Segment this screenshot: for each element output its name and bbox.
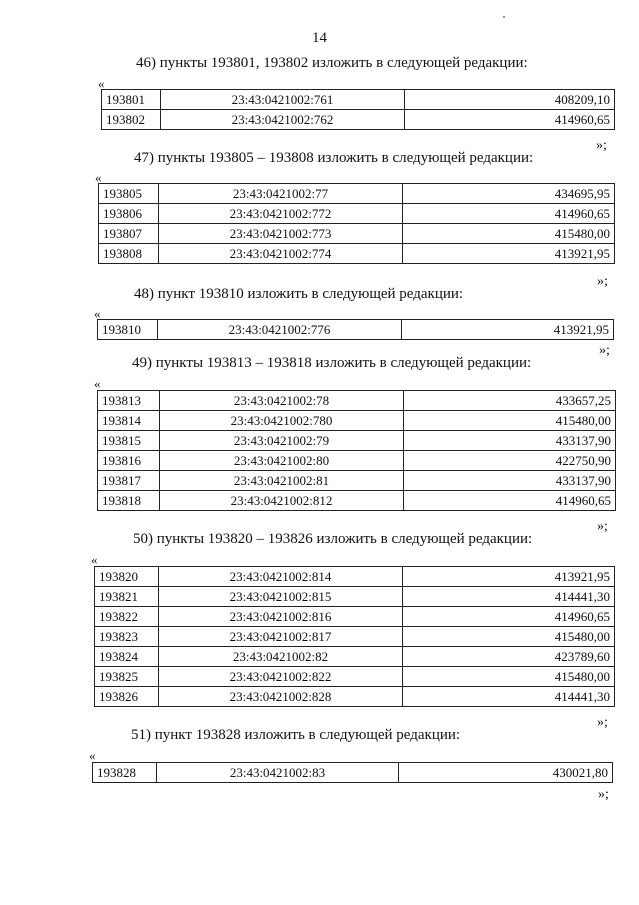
cadastral-number-cell: 23:43:0421002:772 bbox=[159, 204, 403, 224]
item-number-cell: 193808 bbox=[99, 244, 159, 264]
item-number-cell: 193828 bbox=[93, 763, 157, 783]
table-row bbox=[99, 184, 615, 204]
value-cell: 414960,65 bbox=[403, 204, 615, 224]
table-row bbox=[95, 667, 615, 687]
table-row bbox=[95, 607, 615, 627]
item-number-cell: 193816 bbox=[98, 451, 160, 471]
value-cell: 414960,65 bbox=[404, 491, 616, 511]
cadastral-table bbox=[101, 89, 615, 130]
value-cell: 415480,00 bbox=[403, 667, 615, 687]
close-quote: »; bbox=[596, 138, 607, 153]
cadastral-number-cell: 23:43:0421002:812 bbox=[160, 491, 404, 511]
cadastral-number-cell: 23:43:0421002:81 bbox=[160, 471, 404, 491]
table-row bbox=[99, 204, 615, 224]
cadastral-number-cell: 23:43:0421002:774 bbox=[159, 244, 403, 264]
item-number-cell: 193815 bbox=[98, 431, 160, 451]
value-cell: 414960,65 bbox=[403, 607, 615, 627]
close-quote: »; bbox=[599, 343, 610, 358]
table-row bbox=[98, 320, 614, 340]
table-row bbox=[98, 491, 616, 511]
section-heading: 49) пункты 193813 – 193818 изложить в следующей редакции: bbox=[132, 355, 532, 371]
table-row bbox=[98, 471, 616, 491]
item-number-cell: 193801 bbox=[102, 90, 161, 110]
scan-speck bbox=[503, 16, 505, 18]
cadastral-number-cell: 23:43:0421002:817 bbox=[159, 627, 403, 647]
open-quote: « bbox=[91, 552, 98, 567]
value-cell: 434695,95 bbox=[403, 184, 615, 204]
item-number-cell: 193806 bbox=[99, 204, 159, 224]
close-quote: »; bbox=[597, 274, 608, 289]
value-cell: 415480,00 bbox=[404, 411, 616, 431]
section-heading: 47) пункты 193805 – 193808 изложить в следующей редакции: bbox=[134, 150, 534, 166]
value-cell: 408209,10 bbox=[405, 90, 615, 110]
cadastral-number-cell: 23:43:0421002:77 bbox=[159, 184, 403, 204]
item-number-cell: 193807 bbox=[99, 224, 159, 244]
item-number-cell: 193818 bbox=[98, 491, 160, 511]
open-quote: « bbox=[98, 76, 105, 91]
table-row bbox=[93, 763, 613, 783]
item-number-cell: 193824 bbox=[95, 647, 159, 667]
section-heading: 50) пункты 193820 – 193826 изложить в следующей редакции: bbox=[133, 531, 533, 547]
cadastral-table bbox=[98, 183, 615, 264]
cadastral-number-cell: 23:43:0421002:816 bbox=[159, 607, 403, 627]
value-cell: 422750,90 bbox=[404, 451, 616, 471]
cadastral-number-cell: 23:43:0421002:83 bbox=[157, 763, 399, 783]
page-number: 14 bbox=[312, 30, 327, 46]
value-cell: 415480,00 bbox=[403, 627, 615, 647]
item-number-cell: 193805 bbox=[99, 184, 159, 204]
cadastral-number-cell: 23:43:0421002:776 bbox=[158, 320, 402, 340]
section-heading: 46) пункты 193801, 193802 изложить в следующей редакции: bbox=[136, 55, 528, 71]
item-number-cell: 193823 bbox=[95, 627, 159, 647]
table-row bbox=[98, 411, 616, 431]
open-quote: « bbox=[94, 306, 101, 321]
cadastral-table bbox=[97, 390, 616, 511]
section-heading: 48) пункт 193810 изложить в следующей редакции: bbox=[134, 286, 464, 302]
cadastral-table bbox=[97, 319, 614, 340]
value-cell: 433137,90 bbox=[404, 431, 616, 451]
cadastral-number-cell: 23:43:0421002:761 bbox=[161, 90, 405, 110]
item-number-cell: 193825 bbox=[95, 667, 159, 687]
open-quote: « bbox=[94, 376, 101, 391]
cadastral-number-cell: 23:43:0421002:815 bbox=[159, 587, 403, 607]
table-row bbox=[98, 431, 616, 451]
value-cell: 413921,95 bbox=[403, 567, 615, 587]
table-row bbox=[95, 627, 615, 647]
value-cell: 433137,90 bbox=[404, 471, 616, 491]
item-number-cell: 193817 bbox=[98, 471, 160, 491]
value-cell: 430021,80 bbox=[399, 763, 613, 783]
item-number-cell: 193802 bbox=[102, 110, 161, 130]
cadastral-number-cell: 23:43:0421002:79 bbox=[160, 431, 404, 451]
cadastral-number-cell: 23:43:0421002:762 bbox=[161, 110, 405, 130]
table-row bbox=[95, 647, 615, 667]
cadastral-table bbox=[94, 566, 615, 707]
item-number-cell: 193813 bbox=[98, 391, 160, 411]
section-heading: 51) пункт 193828 изложить в следующей редакции: bbox=[131, 727, 461, 743]
item-number-cell: 193822 bbox=[95, 607, 159, 627]
value-cell: 433657,25 bbox=[404, 391, 616, 411]
table-row bbox=[95, 687, 615, 707]
value-cell: 414960,65 bbox=[405, 110, 615, 130]
item-number-cell: 193821 bbox=[95, 587, 159, 607]
table-row bbox=[102, 90, 615, 110]
value-cell: 414441,30 bbox=[403, 687, 615, 707]
cadastral-number-cell: 23:43:0421002:822 bbox=[159, 667, 403, 687]
cadastral-number-cell: 23:43:0421002:773 bbox=[159, 224, 403, 244]
value-cell: 423789,60 bbox=[403, 647, 615, 667]
item-number-cell: 193826 bbox=[95, 687, 159, 707]
cadastral-number-cell: 23:43:0421002:814 bbox=[159, 567, 403, 587]
table-row bbox=[95, 567, 615, 587]
value-cell: 415480,00 bbox=[403, 224, 615, 244]
close-quote: »; bbox=[598, 787, 609, 802]
table-row bbox=[99, 244, 615, 264]
cadastral-number-cell: 23:43:0421002:82 bbox=[159, 647, 403, 667]
table-row bbox=[98, 391, 616, 411]
cadastral-number-cell: 23:43:0421002:78 bbox=[160, 391, 404, 411]
table-row bbox=[98, 451, 616, 471]
value-cell: 413921,95 bbox=[403, 244, 615, 264]
open-quote: « bbox=[95, 170, 102, 185]
cadastral-number-cell: 23:43:0421002:80 bbox=[160, 451, 404, 471]
close-quote: »; bbox=[597, 519, 608, 534]
item-number-cell: 193814 bbox=[98, 411, 160, 431]
table-row bbox=[95, 587, 615, 607]
cadastral-table bbox=[92, 762, 613, 783]
open-quote: « bbox=[89, 748, 96, 763]
item-number-cell: 193820 bbox=[95, 567, 159, 587]
table-row bbox=[99, 224, 615, 244]
item-number-cell: 193810 bbox=[98, 320, 158, 340]
value-cell: 413921,95 bbox=[402, 320, 614, 340]
value-cell: 414441,30 bbox=[403, 587, 615, 607]
table-row bbox=[102, 110, 615, 130]
cadastral-number-cell: 23:43:0421002:780 bbox=[160, 411, 404, 431]
close-quote: »; bbox=[597, 715, 608, 730]
cadastral-number-cell: 23:43:0421002:828 bbox=[159, 687, 403, 707]
